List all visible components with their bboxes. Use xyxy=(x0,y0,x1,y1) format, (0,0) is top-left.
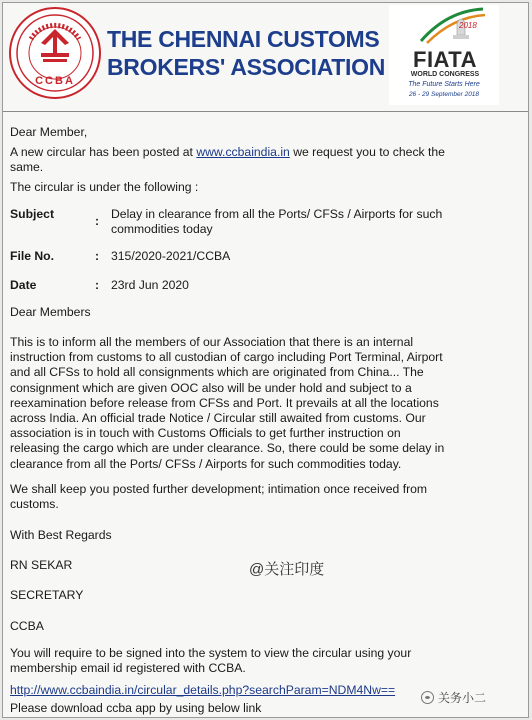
ccba-logo xyxy=(9,7,101,99)
intro-suffix: we request you to check the xyxy=(293,145,445,159)
file-no-value: 315/2020-2021/CCBA xyxy=(111,249,231,263)
wechat-icon xyxy=(421,691,434,704)
followup-line1: We shall keep you posted further development; intimation once received from xyxy=(10,482,428,496)
subject-label: Subject xyxy=(10,207,55,221)
paragraph-line: association is in touch with Customs Officials to get further instruction on xyxy=(10,426,401,441)
signin-line2: membership email id registered with CCBA. xyxy=(10,661,246,675)
fiata-congress-logo xyxy=(389,5,499,105)
paragraph-line: instruction from customs to all custodian of cargo including Port Terminal, Airport xyxy=(10,350,443,365)
subject-colon: : xyxy=(95,214,100,228)
association-name-line2: BROKERS' ASSOCIATION xyxy=(107,54,386,80)
intro-line2: same. xyxy=(10,160,44,174)
fiata-subtitle: WORLD CONGRESS xyxy=(410,71,480,78)
subject-value xyxy=(111,207,521,237)
circular-document xyxy=(2,2,529,718)
header-divider xyxy=(3,111,528,112)
circular-under-text: The circular is under the following : xyxy=(10,180,199,194)
signatory-name: RN SEKAR xyxy=(10,558,73,572)
file-no-colon: : xyxy=(95,249,100,263)
corner-watermark-text: 关务小二 xyxy=(438,691,487,705)
ccba-website-link[interactable]: www.ccbaindia.in xyxy=(196,145,290,159)
download-note: Please download ccba app by using below link xyxy=(10,701,262,715)
paragraph-line: clearance from all the Ports/ CFSs / Airports for such commodities today. xyxy=(10,456,402,471)
subject-value-line2: commodities today xyxy=(111,222,213,236)
date-colon: : xyxy=(95,278,100,292)
followup-line2: customs. xyxy=(10,497,59,511)
greeting: Dear Member, xyxy=(10,125,88,139)
paragraph-line: and all CFSs to hold all consignments which are originated from China... The xyxy=(10,365,424,380)
circular-details-link[interactable]: http://www.ccbaindia.in/circular_details.php?searchParam=NDM4Nw== xyxy=(10,683,396,697)
fiata-tagline: The Future Starts Here xyxy=(408,81,480,88)
fiata-title: FIATA xyxy=(413,47,477,72)
letterhead xyxy=(3,3,528,111)
signatory-org: CCBA xyxy=(10,619,44,633)
paragraph-line: releasing the cargo which are under clearance. So, there could be some delay in xyxy=(10,441,445,456)
followup-text xyxy=(10,482,501,512)
association-name-line1: THE CHENNAI CUSTOMS xyxy=(107,26,380,52)
main-paragraph xyxy=(10,335,501,472)
paragraph-line: across India. An official trade Notice / Circular still awaited from customs. Our xyxy=(10,411,426,426)
paragraph-line: reexamination before release from CFSs and Port. It prevails at all the locations xyxy=(10,395,439,410)
association-name xyxy=(107,25,385,81)
fiata-year: 2018 xyxy=(459,21,477,30)
intro-line xyxy=(10,145,520,160)
signatory-designation: SECRETARY xyxy=(10,588,84,602)
regards: With Best Regards xyxy=(10,528,112,542)
center-watermark: @关注印度 xyxy=(249,561,325,578)
fiata-dates: 26 - 29 September 2018 xyxy=(408,91,480,98)
date-value: 23rd Jun 2020 xyxy=(111,278,189,292)
paragraph-line: This is to inform all the members of our Association that there is an internal xyxy=(10,335,414,349)
signin-line1: You will require to be signed into the system to view the circular using your xyxy=(10,646,412,660)
signin-note xyxy=(10,646,515,676)
date-label: Date xyxy=(10,278,37,292)
logo-lettering: CCBA xyxy=(35,75,75,87)
file-no-label: File No. xyxy=(10,249,55,263)
subject-value-line1: Delay in clearance from all the Ports/ CFSs / Airports for such xyxy=(111,207,443,221)
paragraph-line: consignment which are given OOC also will be under hold and subject to a xyxy=(10,380,412,395)
intro-prefix: A new circular has been posted at xyxy=(10,145,193,159)
corner-watermark xyxy=(421,689,486,706)
salutation: Dear Members xyxy=(10,305,91,319)
